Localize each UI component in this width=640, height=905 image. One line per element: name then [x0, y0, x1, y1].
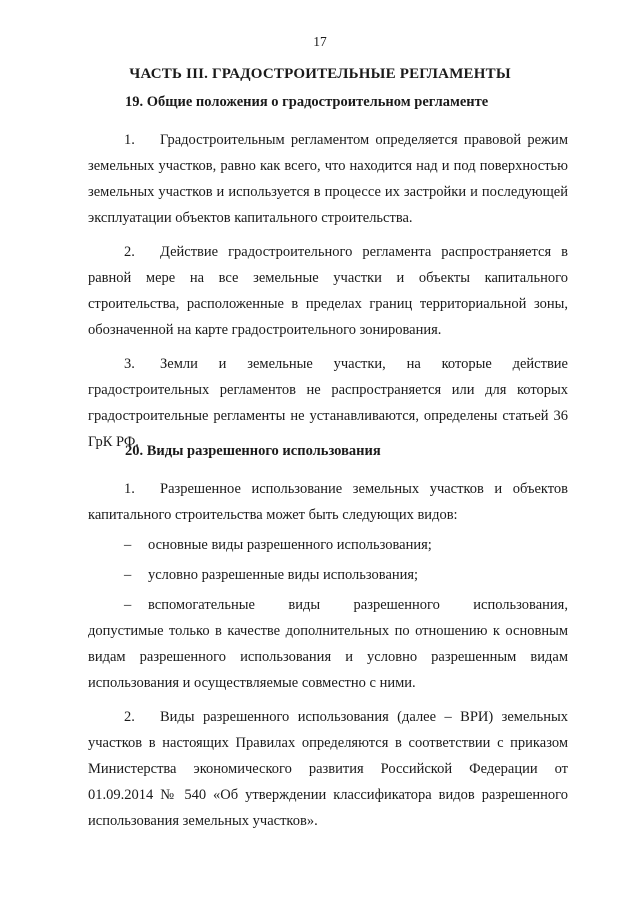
list-item — [88, 532, 568, 558]
paragraph-number: 3. — [124, 356, 135, 372]
paragraph-19-1 — [88, 127, 568, 231]
paragraph-text: Разрешенное использование земельных участков и объектов капитального строительства может быть следующих видов: — [88, 481, 568, 523]
section-19-body — [88, 127, 568, 455]
paragraph-text: Земли и земельные участки, на которые действие градостроительных регламентов не распространяется или для которых градостроительные регламенты не устанавливаются, определены статьей 36 ГрК РФ. — [88, 356, 568, 450]
list-item — [88, 562, 568, 588]
list-dash: – — [124, 597, 132, 613]
paragraph-number: 2. — [124, 709, 135, 725]
paragraph-number: 1. — [124, 132, 135, 148]
list-item-word: использования, — [473, 597, 568, 613]
section-20-body — [88, 476, 568, 834]
paragraph-19-2 — [88, 239, 568, 343]
list-item-word: вспомогательные — [148, 597, 255, 613]
section-20-heading: 20. Виды разрешенного использования — [125, 443, 381, 459]
list-item — [88, 592, 568, 696]
part-title: ЧАСТЬ III. ГРАДОСТРОИТЕЛЬНЫЕ РЕГЛАМЕНТЫ — [129, 66, 511, 82]
paragraph-number: 2. — [124, 244, 135, 260]
list-item-text: условно разрешенные виды использования; — [148, 567, 419, 583]
paragraph-text: Действие градостроительного регламента распространяется в равной мере на все земельные участки и объекты капитального строительства, расположенные в пределах границ территориальной зоны, обозначенной на карте градостроительного зонирования. — [88, 244, 568, 338]
list-item-text: допустимые только в качестве дополнительных по отношению к основным видам разрешенного использования и условно разрешенным видам использования и осуществляемые совместно с ними. — [88, 623, 568, 691]
paragraph-text: Градостроительным регламентом определяется правовой режим земельных участков, равно как всего, что находится над и под поверхностью земельных участков и используется в процессе их застройки и последующей эксплуатации объектов капитального строительства. — [88, 132, 568, 226]
list-dash: – — [124, 567, 132, 583]
page-number: 17 — [313, 34, 327, 49]
section-19-heading: 19. Общие положения о градостроительном регламенте — [125, 94, 489, 110]
paragraph-number: 1. — [124, 481, 135, 497]
paragraph-19-3 — [88, 351, 568, 455]
paragraph-text: Виды разрешенного использования (далее – ВРИ) земельных участков в настоящих Правилах определяются в соответствии с приказом Министерства экономического развития Российской Федерации от 01.09.2014 № 540 «Об утверждении классификатора видов разрешенного использования земельных участков». — [88, 709, 568, 829]
list-item-text: основные виды разрешенного использования; — [148, 537, 432, 553]
list-item-word: разрешенного — [353, 597, 440, 613]
list-item-word: виды — [288, 597, 321, 613]
list-dash: – — [124, 537, 132, 553]
paragraph-20-1 — [88, 476, 568, 528]
paragraph-20-2 — [88, 704, 568, 834]
